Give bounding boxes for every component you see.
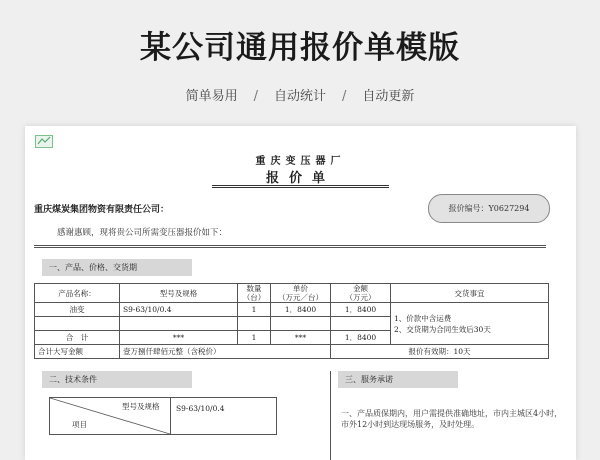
recipient: 重庆煤炭集团物资有限责任公司： [34,205,170,215]
term-item: 1、价款中含运费 [394,313,452,323]
section-products-heading: 一、产品、价格、交货期 [42,259,192,276]
table-cell: *** [120,331,238,345]
company-name: 重庆变压器厂 [255,156,346,167]
col-delivery: 交货事宜 [391,284,549,303]
quote-number-badge: 报价编号：Y0627294 [428,194,550,223]
excel-logo-icon [35,135,53,148]
amount-words-row [35,345,549,359]
total-label: 合 计 [35,331,120,345]
spec-column-divider [170,398,171,434]
column-divider [330,371,331,460]
price-table [34,283,549,359]
spec-model-value: S9-63/10/0.4 [176,404,225,413]
page-hero-title: 某公司通用报价单模版 [140,30,460,66]
tag-auto-stat: 自动统计 [273,89,326,104]
table-header-row [35,284,549,303]
feature-tags [0,85,600,104]
tag-separator: / [342,89,347,104]
col-product: 产品名称： [35,284,120,303]
table-cell [271,317,331,331]
tag-easy: 简单易用 [185,89,238,104]
quote-document [25,126,576,460]
table-cell [120,317,238,331]
table-cell: *** [271,331,331,345]
col-unit-price: 单价 （万元／台） [271,284,331,303]
section-tech-heading: 二、技术条件 [42,371,192,388]
table-cell: 1．8400 [271,303,331,317]
document-title: 报价单 [265,171,335,186]
divider [34,247,546,248]
table-cell: 油变 [35,303,120,317]
service-text: 一、产品质保期内，用户需提供准确地址，市内主城区4小时，市外12小时到达现场服务，及时处理。 [341,409,563,429]
table-cell [238,317,271,331]
title-underline [212,185,389,186]
delivery-terms [391,303,549,345]
divider [34,245,546,246]
tag-separator: / [253,89,258,104]
table-row [35,303,549,317]
section-service-heading: 三、服务承诺 [338,371,458,388]
table-cell: 1 [238,303,271,317]
amount-words: 壹万捌仟肆佰元整（含税价） [120,345,331,359]
validity: 报价有效期：10天 [331,345,549,359]
greeting-text: 感谢惠顾，现将贵公司所需变压器报价如下： [57,228,228,238]
col-qty: 数量 （台） [238,284,271,303]
col-model: 型号及规格 [120,284,238,303]
table-cell [35,317,120,331]
table-cell: 1．8400 [331,331,391,345]
spec-header-model: 型号及规格 [122,402,160,411]
table-cell: S9-63/10/0.4 [120,303,238,317]
table-cell [331,317,391,331]
term-item: 2、交货期为合同生效后30天 [394,324,491,334]
tag-auto-update: 自动更新 [362,89,415,104]
title-underline [212,187,389,188]
spec-table [49,397,277,435]
amount-words-label: 合计大写金额 [35,345,120,359]
table-cell: 1．8400 [331,303,391,317]
table-cell: 1 [238,331,271,345]
col-amount: 金额 （万元） [331,284,391,303]
spec-header-item: 项目 [72,420,87,429]
